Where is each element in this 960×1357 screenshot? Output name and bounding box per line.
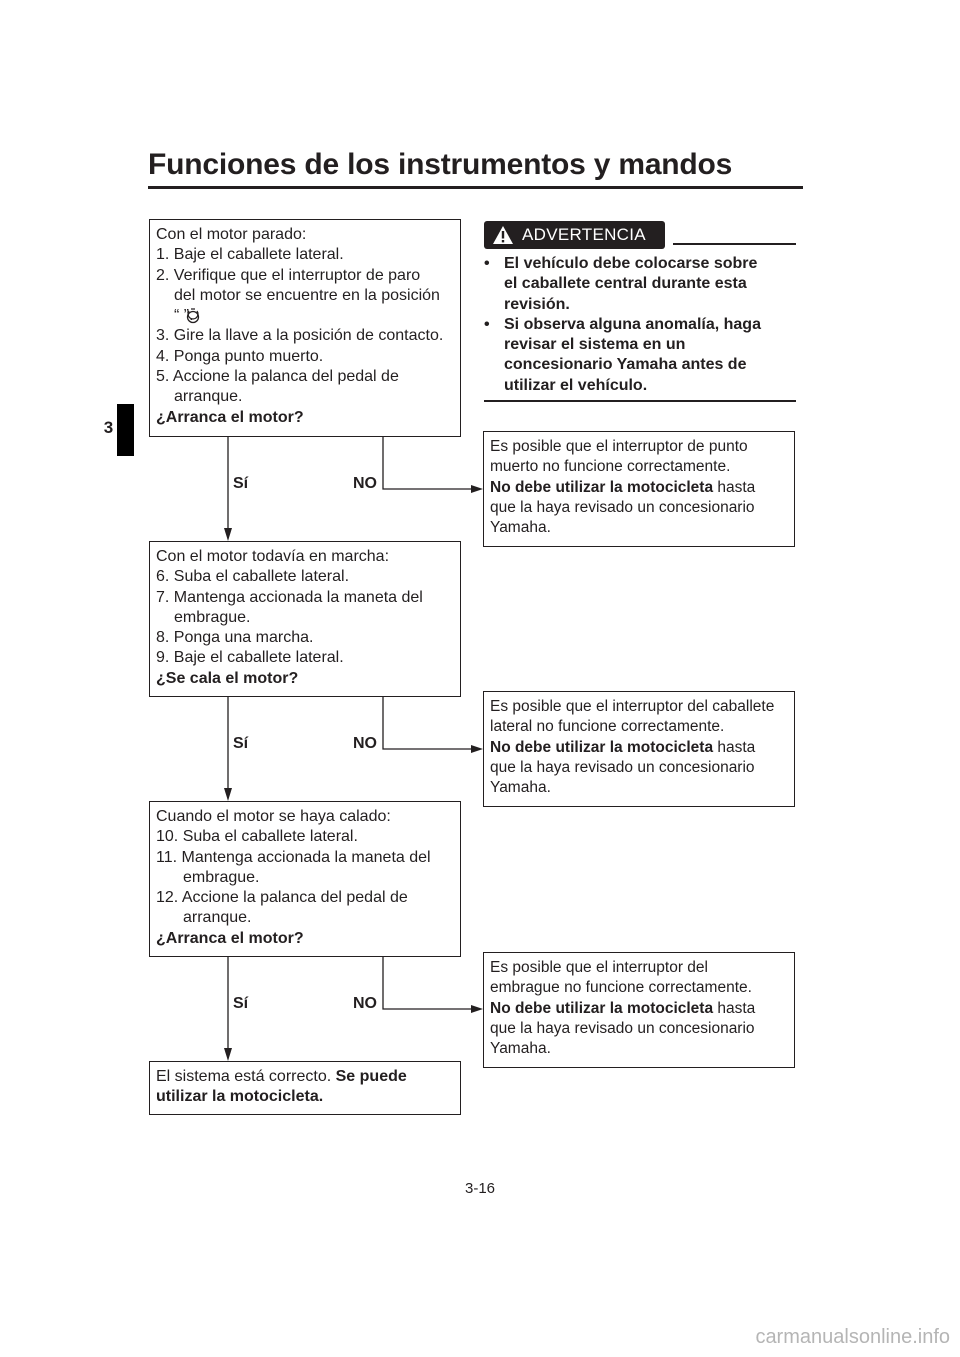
step-number: 2. (156, 266, 170, 284)
step-text: Ponga punto muerto. (173, 347, 324, 365)
yes-arrowhead-1 (224, 528, 232, 541)
step-number: 4. (156, 347, 170, 365)
outcome-line: Yamaha. (490, 779, 551, 797)
outcome-line: lateral no funcione correctamente. (490, 718, 725, 736)
yes-label-3: Sí (233, 995, 249, 1012)
no-connector-3 (383, 957, 473, 1009)
no-arrowhead-1 (471, 485, 483, 493)
warning-line: utilizar el vehículo. (504, 376, 648, 394)
outcome-bold: No debe utilizar la motocicleta (490, 999, 714, 1017)
step-text: embrague. (183, 868, 260, 886)
final-bold: utilizar la motocicleta. (156, 1088, 324, 1106)
yes-label-1: Sí (233, 475, 249, 492)
warning-line: revisar el sistema en un (504, 336, 686, 354)
outcome-line: hasta (713, 478, 756, 496)
outcome-line: Yamaha. (490, 1040, 551, 1058)
step-text: Mantenga accionada la maneta del (173, 588, 423, 606)
step-number: 1. (156, 246, 170, 264)
step-text: arranque. (174, 388, 243, 406)
outcome-line: embrague no funcione correctamente. (490, 979, 752, 997)
warning-line: el caballete central durante esta (504, 275, 747, 293)
outcome-bold: No debe utilizar la motocicleta (490, 738, 714, 756)
warning-line: revisión. (504, 295, 570, 313)
step-number: 3. (156, 327, 170, 345)
step-number: 12. (156, 889, 179, 907)
step-number: 8. (156, 629, 170, 647)
outcome-bold: No debe utilizar la motocicleta (490, 478, 714, 496)
step-number: 11. (156, 848, 178, 866)
warning-line: El vehículo debe colocarse sobre (504, 255, 758, 272)
step-text: Verifique que el interruptor de paro (173, 266, 421, 284)
bullet: • (484, 255, 490, 272)
no-connector-1 (383, 437, 473, 489)
step-text: Accione la palanca del pedal de (172, 368, 399, 386)
no-arrowhead-3 (471, 1005, 483, 1013)
step-intro: Cuando el motor se haya calado: (156, 808, 391, 825)
outcome-line: hasta (713, 999, 756, 1017)
outcome-line: Es posible que el interruptor del (490, 959, 708, 976)
warning-label: ADVERTENCIA (522, 225, 646, 244)
outcome-line: muerto no funcione correctamente. (490, 458, 731, 476)
step-text: embrague. (174, 608, 251, 626)
outcome-line: que la haya revisado un concesionario (490, 758, 755, 776)
yes-arrowhead-3 (224, 1048, 232, 1061)
step-question: ¿Arranca el motor? (156, 408, 304, 426)
no-label-2: NO (353, 735, 377, 752)
no-label-1: NO (353, 475, 377, 492)
step-text: Mantenga accionada la maneta del (181, 848, 431, 866)
step-text: Suba el caballete lateral. (173, 568, 350, 586)
step-text: Suba el caballete lateral. (182, 828, 358, 846)
no-connector-2 (383, 697, 473, 749)
step-text: arranque. (183, 909, 252, 927)
outcome-line: que la haya revisado un concesionario (490, 498, 755, 516)
step-text: “ ”. (174, 307, 194, 325)
final-text: El sistema está correcto. (156, 1068, 336, 1085)
no-arrowhead-2 (471, 745, 483, 753)
step-number: 10. (156, 828, 179, 846)
page-number: 3-16 (464, 1180, 496, 1197)
outcome-line: Yamaha. (490, 519, 551, 537)
step-text: Baje el caballete lateral. (173, 246, 344, 264)
step-question: ¿Se cala el motor? (156, 669, 299, 687)
watermark: carmanualsonline.info (755, 1326, 950, 1348)
step-question: ¿Arranca el motor? (156, 929, 304, 947)
no-label-3: NO (353, 995, 377, 1012)
bullet: • (484, 315, 490, 333)
step-text: Gire la llave a la posición de contacto. (173, 327, 444, 345)
page-title: Funciones de los instrumentos y mandos (148, 148, 733, 181)
final-bold: Se puede (335, 1068, 407, 1085)
step-text: Accione la palanca del pedal de (181, 889, 408, 907)
step-text: Baje el caballete lateral. (173, 649, 344, 667)
step-intro: Con el motor parado: (156, 226, 307, 243)
step-number: 6. (156, 568, 170, 586)
step-intro: Con el motor todavía en marcha: (156, 548, 390, 565)
step-text: del motor se encuentre en la posición (174, 286, 440, 304)
step-text: Ponga una marcha. (173, 629, 314, 647)
chapter-number: 3 (103, 418, 114, 437)
step-number: 5. (156, 368, 170, 386)
warning-line: concesionario Yamaha antes de (504, 356, 747, 374)
step-number: 9. (156, 649, 170, 667)
step-number: 7. (156, 588, 170, 606)
yes-label-2: Sí (233, 735, 249, 752)
outcome-line: Es posible que el interruptor del caballete (490, 698, 775, 715)
outcome-line: Es posible que el interruptor de punto (490, 438, 748, 455)
outcome-line: hasta (713, 738, 756, 756)
warning-line: Si observa alguna anomalía, haga (504, 315, 761, 333)
yes-arrowhead-2 (224, 788, 232, 801)
outcome-line: que la haya revisado un concesionario (490, 1019, 755, 1037)
